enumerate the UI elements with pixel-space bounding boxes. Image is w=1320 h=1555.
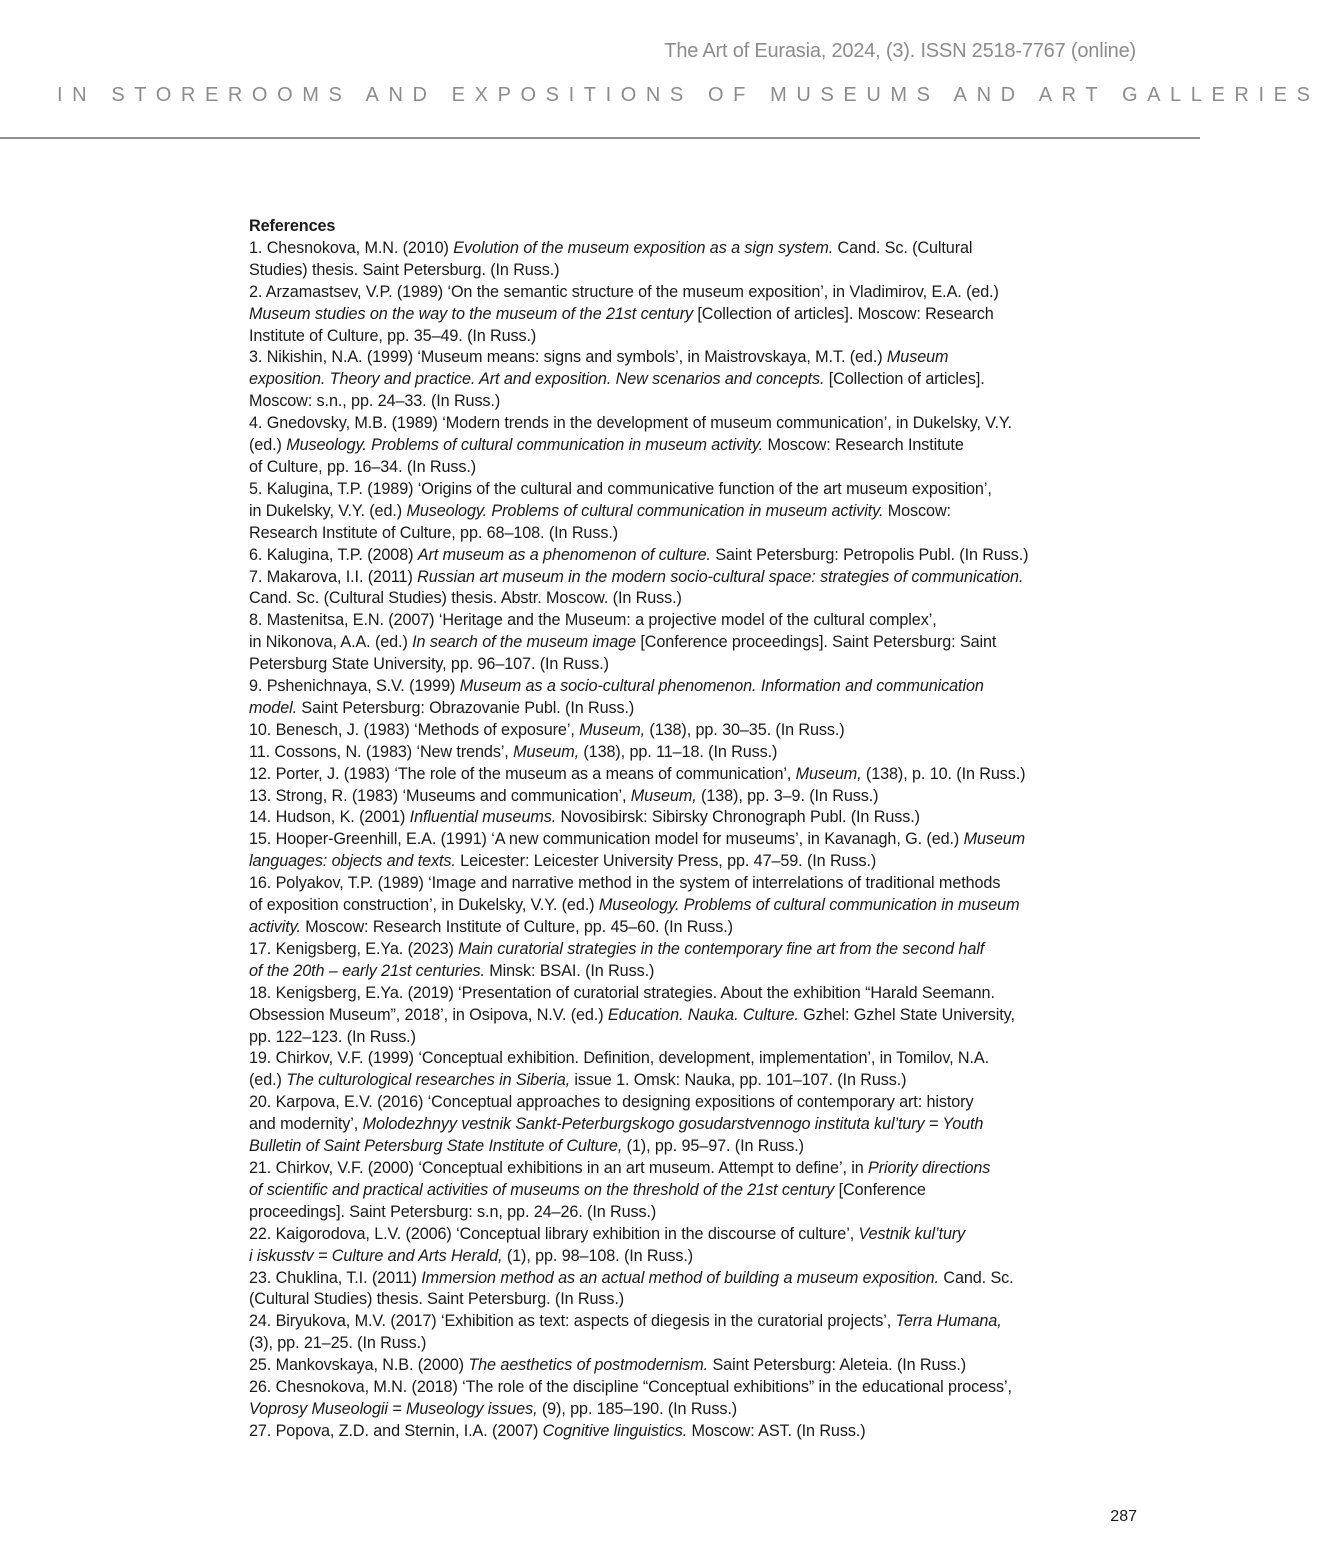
journal-citation: The Art of Eurasia, 2024, (3). ISSN 2518-7767 (online) [664,40,1136,62]
reference-title-text: Museology. Problems of cultural communication in museum [598,896,1020,915]
reference-text: 4. Gnedovsky, M.B. (1989) ‘Modern trends in the development of museum communication’, in Dukelsky, V.Y. [249,414,1012,433]
reference-text: 3. Nikishin, N.A. (1999) ‘Museum means: signs and symbols’, in Maistrovskaya, M.T. (ed.) [249,348,887,367]
reference-text: (138), pp. 11–18. (In Russ.) [578,742,778,761]
reference-title-text: languages: objects and texts. [249,852,456,871]
reference-text: Cand. Sc. (Cultural [833,238,973,257]
reference-line [249,347,1144,369]
reference-text: 7. Makarova, I.I. (2011) [249,567,418,586]
reference-line [249,742,1144,764]
reference-title-text: Museum studies on the way to the museum of the 21st century [249,304,693,323]
reference-text: [Conference [834,1180,926,1199]
reference-text: 25. Mankovskaya, N.B. (2000) [249,1356,469,1375]
reference-title-text: Museum, [630,786,697,805]
reference-text: 24. Biryukova, M.V. (2017) ‘Exhibition as text: aspects of diegesis in the curatorial projects’, [249,1312,896,1331]
reference-title-text: Museum, [795,764,862,783]
reference-text: 8. Mastenitsa, E.N. (2007) ‘Heritage and the Museum: a projective model of the cultural complex’, [249,611,937,630]
reference-title-text: Museology. Problems of cultural communication in museum activity. [286,436,764,455]
reference-text: 14. Hudson, K. (2001) [249,808,410,827]
reference-text: 17. Kenigsberg, E.Ya. (2023) [249,939,459,958]
reference-title-text: Museology. Problems of cultural communication in museum activity. [406,501,884,520]
reference-title-text: Immersion method as an actual method of building a museum exposition. [421,1268,939,1287]
reference-text: [Collection of articles]. Moscow: Research [692,304,994,323]
reference-line [249,1333,1144,1355]
reference-text: Obsession Museum”, 2018’, in Osipova, N.V. (ed.) [249,1005,608,1024]
reference-text: 2. Arzamastsev, V.P. (1989) ‘On the semantic structure of the museum exposition’, in Vladimirov, E.A. (ed.) [249,282,999,301]
reference-text: Novosibirsk: Sibirsky Chronograph Publ. (In Russ.) [556,808,920,827]
reference-text: (138), pp. 30–35. (In Russ.) [645,720,845,739]
reference-line [249,676,1144,698]
reference-text: Cand. Sc. [938,1268,1014,1287]
reference-line [249,1246,1144,1268]
reference-line [249,457,1144,479]
reference-title-text: The aesthetics of postmodernism. [468,1356,709,1375]
reference-line [249,501,1144,523]
reference-line [249,523,1144,545]
reference-title-text: activity. [249,918,301,936]
reference-text: Institute of Culture, pp. 35–49. (In Russ.) [249,326,537,345]
reference-text: in Nikonova, A.A. (ed.) [249,633,413,652]
reference-text: 22. Kaigorodova, L.V. (2006) ‘Conceptual library exhibition in the discourse of culture’, [249,1224,859,1243]
reference-line [249,983,1144,1005]
reference-title-text: Museum, [579,720,646,739]
reference-text: 5. Kalugina, T.P. (1989) ‘Origins of the cultural and communicative function of the art museum exposition’, [249,479,992,498]
reference-line [249,479,1144,501]
reference-text: 19. Chirkov, V.F. (1999) ‘Conceptual exhibition. Definition, development, implementation’, in Tomilov, N.A. [249,1049,989,1068]
reference-title-text: Terra Humana, [895,1312,1002,1331]
reference-title-text: Molodezhnyy vestnik Sankt-Peterburgskogo gosudarstvennogo instituta kul’tury = Youth [362,1115,984,1134]
reference-line [249,1377,1144,1399]
reference-line [249,1114,1144,1136]
reference-line [249,260,1144,282]
reference-line [249,961,1144,983]
reference-line [249,413,1144,435]
reference-line [249,326,1144,348]
page-number: 287 [1110,1508,1137,1525]
reference-text: Research Institute of Culture, pp. 68–108. (In Russ.) [249,523,619,542]
reference-line [249,1027,1144,1049]
references-heading: References [249,217,336,235]
reference-text: 16. Polyakov, T.P. (1989) ‘Image and narrative method in the system of interrelations of traditional methods [249,874,1001,893]
reference-text: 12. Porter, J. (1983) ‘The role of the museum as a means of communication’, [249,764,796,783]
reference-line [249,304,1144,326]
reference-text: Moscow: Research Institute of Culture, pp. 45–60. (In Russ.) [300,918,733,936]
reference-title-text: Museum as a socio-cultural phenomenon. Information and communication [459,677,984,696]
reference-text: pp. 122–123. (In Russ.) [249,1027,416,1046]
reference-line [249,851,1144,873]
reference-title-text: of scientific and practical activities of museums on the threshold of the 21st century [249,1180,835,1199]
header-divider [0,137,1200,139]
reference-line [249,1355,1144,1377]
reference-text: (138), p. 10. (In Russ.) [861,764,1026,783]
reference-text: in Dukelsky, V.Y. (ed.) [249,501,407,520]
reference-title-text: Vestnik kul’tury [858,1224,966,1243]
reference-text: 10. Benesch, J. (1983) ‘Methods of exposure’, [249,720,580,739]
reference-line [249,1092,1144,1114]
reference-line [249,917,1144,939]
reference-title-text: Priority directions [868,1158,991,1177]
reference-line [249,654,1144,676]
reference-text: [Conference proceedings]. Saint Petersburg: Saint [636,633,997,652]
reference-text: 1. Chesnokova, M.N. (2010) [249,238,454,257]
reference-title-text: Evolution of the museum exposition as a sign system. [453,238,834,257]
reference-text: (1), pp. 95–97. (In Russ.) [622,1137,804,1156]
reference-title-text: Main curatorial strategies in the contemporary fine art from the second half [458,939,985,958]
reference-text: 15. Hooper-Greenhill, E.A. (1991) ‘A new communication model for museums’, in Kavanagh, G. (ed.) [249,830,964,849]
reference-text: Leicester: Leicester University Press, pp. 47–59. (In Russ.) [455,852,877,871]
reference-line [249,786,1144,808]
reference-title-text: Russian art museum in the modern socio-cultural space: strategies of communication. [417,567,1024,586]
reference-text: of Culture, pp. 16–34. (In Russ.) [249,457,477,476]
references-list [249,238,1144,1443]
reference-line [249,1158,1144,1180]
reference-title-text: Cognitive linguistics. [542,1421,688,1440]
reference-line [249,588,1144,610]
reference-line [249,807,1144,829]
reference-line [249,610,1144,632]
reference-text: Saint Petersburg: Aleteia. (In Russ.) [708,1356,967,1375]
reference-line [249,567,1144,589]
reference-text: and modernity’, [249,1115,363,1134]
reference-line [249,632,1144,654]
reference-line [249,895,1144,917]
reference-title-text: of the 20th – early 21st centuries. [249,961,485,980]
reference-title-text: Museum, [513,742,579,761]
reference-title-text: Art museum as a phenomenon of culture. [417,545,711,564]
reference-text: 23. Chuklina, T.I. (2011) [249,1268,422,1287]
reference-text: 21. Chirkov, V.F. (2000) ‘Conceptual exhibitions in an art museum. Attempt to define’, in [249,1158,869,1177]
reference-line [249,873,1144,895]
reference-title-text: Influential museums. [409,808,557,827]
reference-title-text: exposition. Theory and practice. Art and exposition. New scenarios and concepts. [249,370,825,389]
reference-text: (3), pp. 21–25. (In Russ.) [249,1334,427,1353]
reference-text: 27. Popova, Z.D. and Sternin, I.A. (2007) [249,1421,543,1440]
reference-title-text: The culturological researches in Siberia, [286,1071,571,1090]
reference-line [249,1289,1144,1311]
reference-line [249,764,1144,786]
references-section [249,216,1144,1443]
reference-title-text: model. [249,698,297,717]
reference-text: (ed.) [249,436,287,455]
reference-text: (138), pp. 3–9. (In Russ.) [696,786,879,805]
reference-text: issue 1. Omsk: Nauka, pp. 101–107. (In Russ.) [570,1071,907,1090]
reference-text: Gzhel: Gzhel State University, [798,1005,1015,1024]
reference-line [249,391,1144,413]
reference-text: 20. Karpova, E.V. (2016) ‘Conceptual approaches to designing expositions of contemporary art: history [249,1093,974,1112]
reference-text: 26. Chesnokova, M.N. (2018) ‘The role of the discipline “Conceptual exhibitions” in the educational process’, [249,1378,1012,1397]
reference-title-text: Education. Nauka. Culture. [607,1005,799,1024]
reference-text: Moscow: s.n., pp. 24–33. (In Russ.) [249,392,501,411]
reference-line [249,282,1144,304]
reference-title-text: Bulletin of Saint Petersburg State Institute of Culture, [249,1137,623,1156]
reference-text: (9), pp. 185–190. (In Russ.) [537,1399,738,1418]
reference-title-text: Voprosy Museologii = Museology issues, [249,1399,538,1418]
reference-line [249,1180,1144,1202]
reference-line [249,1005,1144,1027]
reference-line [249,829,1144,851]
reference-text: (1), pp. 98–108. (In Russ.) [502,1246,694,1265]
reference-line [249,545,1144,567]
reference-line [249,1202,1144,1224]
reference-text: Minsk: BSAI. (In Russ.) [484,961,655,980]
section-title: IN STOREROOMS AND EXPOSITIONS OF MUSEUMS AND ART GALLERIES [57,84,1320,106]
reference-title-text: In search of the museum image [412,633,636,652]
reference-line [249,369,1144,391]
reference-line [249,238,1144,260]
reference-line [249,1421,1144,1443]
reference-line [249,1048,1144,1070]
reference-line [249,1070,1144,1092]
reference-line [249,435,1144,457]
reference-text: 9. Pshenichnaya, S.V. (1999) [249,677,460,696]
reference-title-text: Museum [963,830,1026,849]
reference-text: 6. Kalugina, T.P. (2008) [249,545,418,564]
reference-text: 13. Strong, R. (1983) ‘Museums and communication’, [249,786,631,805]
reference-text: 11. Cossons, N. (1983) ‘New trends’, [249,742,514,761]
reference-text: of exposition construction’, in Dukelsky, V.Y. (ed.) [249,896,599,915]
reference-line [249,720,1144,742]
reference-text: Moscow: AST. (In Russ.) [687,1421,866,1440]
reference-text: 18. Kenigsberg, E.Ya. (2019) ‘Presentation of curatorial strategies. About the exhibition “Harald Seemann. [249,983,995,1002]
reference-line [249,1136,1144,1158]
reference-text: [Collection of articles]. [824,370,985,389]
reference-line [249,939,1144,961]
reference-line [249,1224,1144,1246]
reference-text: Moscow: Research Institute [763,436,964,455]
reference-text: Saint Petersburg: Obrazovanie Publ. (In Russ.) [297,698,635,717]
reference-text: Petersburg State University, pp. 96–107. (In Russ.) [249,655,609,674]
reference-title-text: Museum [886,348,949,367]
reference-line [249,1311,1144,1333]
reference-text: (Cultural Studies) thesis. Saint Petersburg. (In Russ.) [249,1290,625,1309]
reference-text: Saint Petersburg: Petropolis Publ. (In Russ.) [710,545,1029,564]
reference-title-text: i iskusstv = Culture and Arts Herald, [249,1246,503,1265]
reference-text: Studies) thesis. Saint Petersburg. (In Russ.) [249,260,560,279]
reference-line [249,1399,1144,1421]
reference-text: Cand. Sc. (Cultural Studies) thesis. Abstr. Moscow. (In Russ.) [249,589,682,608]
reference-line [249,698,1144,720]
reference-text: Moscow: [883,501,951,520]
reference-line [249,1268,1144,1290]
reference-text: (ed.) [249,1071,287,1090]
reference-text: proceedings]. Saint Petersburg: s.n, pp. 24–26. (In Russ.) [249,1202,657,1221]
